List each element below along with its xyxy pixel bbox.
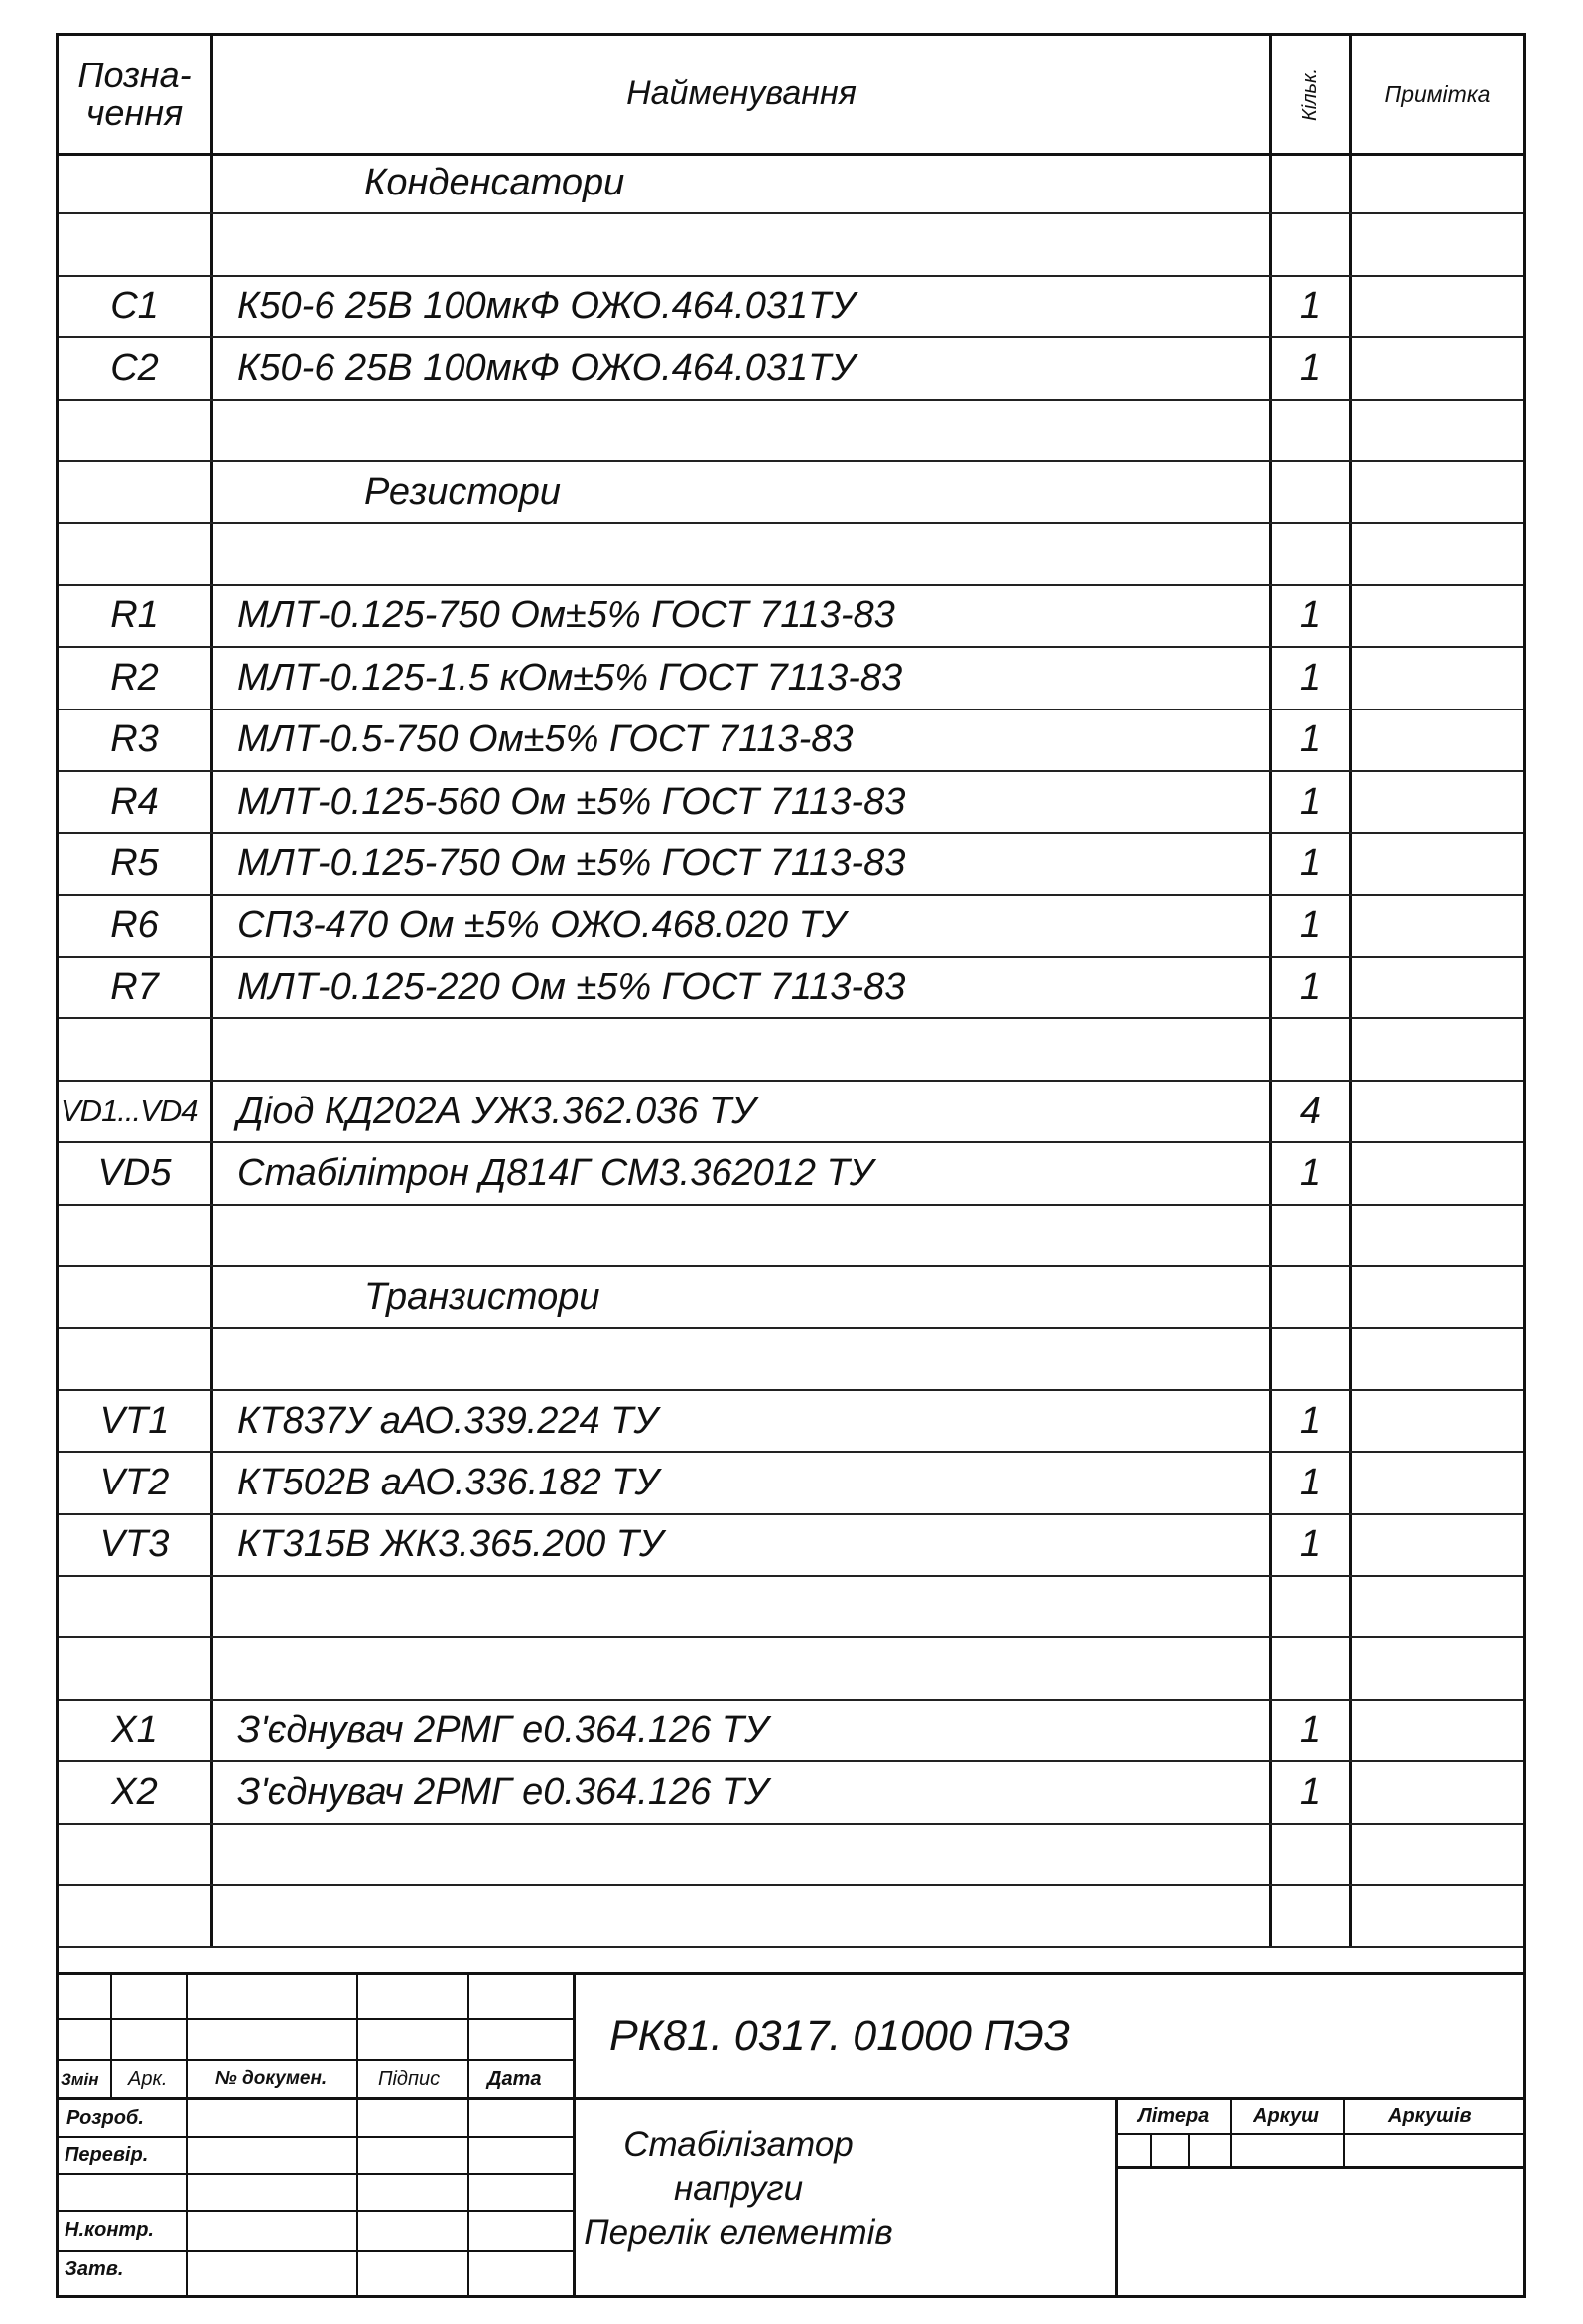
designation-cell: [59, 1329, 213, 1388]
note-cell: [1352, 1515, 1523, 1575]
role-developed: Розроб.: [66, 2107, 144, 2129]
document-title: [575, 2124, 902, 2292]
designation-cell: R4: [59, 772, 213, 832]
table-row: [59, 1515, 1523, 1577]
note-cell: [1352, 1143, 1523, 1203]
name-cell: [213, 401, 1272, 460]
table-row: [59, 586, 1523, 648]
table-row: [59, 338, 1523, 400]
name-cell: СП3-470 Ом ±5% ОЖО.468.020 ТУ: [213, 896, 1272, 956]
name-cell: МЛТ-0.125-750 Ом ±5% ГОСТ 7113-83: [213, 834, 1272, 893]
designation-cell: X2: [59, 1762, 213, 1822]
designation-cell: [59, 401, 213, 460]
title-line-2: напруги: [673, 2169, 804, 2208]
qty-cell: 1: [1272, 896, 1352, 956]
note-cell: [1352, 834, 1523, 893]
role-approved: Затв.: [65, 2259, 124, 2280]
designation-cell: R1: [59, 586, 213, 646]
header-designation-label: Позна- чення: [77, 55, 192, 133]
qty-cell: [1272, 153, 1352, 212]
name-cell: К50-6 25В 100мкФ ОЖО.464.031ТУ: [213, 277, 1272, 336]
role-checked: Перевір.: [65, 2144, 149, 2166]
qty-cell: [1272, 1329, 1352, 1388]
label-zmin: Змін: [61, 2070, 99, 2089]
qty-cell: 1: [1272, 1143, 1352, 1203]
label-sheet: Аркуш: [1253, 2105, 1319, 2127]
label-signature: Підпис: [378, 2068, 441, 2090]
qty-cell: [1272, 214, 1352, 274]
note-cell: [1352, 277, 1523, 336]
qty-cell: [1272, 462, 1352, 522]
name-cell: [213, 1825, 1272, 1884]
label-date: Дата: [487, 2068, 542, 2090]
designation-cell: VD1...VD4: [59, 1082, 213, 1141]
table-row: [59, 214, 1523, 276]
table-row: [59, 277, 1523, 338]
label-sheets: Аркушів: [1388, 2105, 1472, 2127]
designation-cell: [59, 1825, 213, 1884]
table-row: [59, 772, 1523, 834]
designation-cell: [59, 1577, 213, 1636]
title-line-1: Стабілізатор: [623, 2126, 854, 2164]
note-cell: [1352, 1638, 1523, 1698]
name-cell: [213, 1206, 1272, 1265]
header-designation: [59, 36, 213, 153]
qty-cell: [1272, 1267, 1352, 1327]
parts-list-sheet: [56, 33, 1526, 2298]
header-name: [213, 36, 1272, 153]
name-cell: МЛТ-0.5-750 Ом±5% ГОСТ 7113-83: [213, 710, 1272, 770]
designation-cell: R3: [59, 710, 213, 770]
qty-cell: 1: [1272, 1762, 1352, 1822]
designation-cell: [59, 1019, 213, 1079]
note-cell: [1352, 648, 1523, 708]
table-row: [59, 1391, 1523, 1453]
designation-cell: VT1: [59, 1391, 213, 1451]
name-cell: МЛТ-0.125-750 Ом±5% ГОСТ 7113-83: [213, 586, 1272, 646]
table-row: [59, 1206, 1523, 1267]
note-cell: [1352, 1701, 1523, 1760]
qty-cell: 1: [1272, 772, 1352, 832]
note-cell: [1352, 1391, 1523, 1451]
qty-cell: 1: [1272, 958, 1352, 1017]
name-cell: К50-6 25В 100мкФ ОЖО.464.031ТУ: [213, 338, 1272, 398]
note-cell: [1352, 586, 1523, 646]
name-cell: [213, 1329, 1272, 1388]
table-row: [59, 1019, 1523, 1081]
qty-cell: 1: [1272, 277, 1352, 336]
note-cell: [1352, 1082, 1523, 1141]
table-row: [59, 1082, 1523, 1143]
table-row: [59, 1638, 1523, 1700]
header-qty: [1272, 36, 1352, 153]
name-cell: КТ837У аАО.339.224 ТУ: [213, 1391, 1272, 1451]
role-norm-control: Н.контр.: [65, 2219, 154, 2241]
section-heading: Резистори: [213, 462, 1272, 522]
table-header: [59, 36, 1523, 156]
note-cell: [1352, 214, 1523, 274]
title-line-3: Перелік елементів: [584, 2213, 893, 2252]
section-heading: Конденсатори: [213, 153, 1272, 212]
note-cell: [1352, 153, 1523, 212]
label-ark: Арк.: [128, 2068, 168, 2090]
name-cell: [213, 214, 1272, 274]
label-litera: Літера: [1138, 2105, 1210, 2127]
designation-cell: R7: [59, 958, 213, 1017]
table-row: [59, 1143, 1523, 1205]
qty-cell: [1272, 1206, 1352, 1265]
name-cell: [213, 1019, 1272, 1079]
qty-cell: [1272, 1577, 1352, 1636]
table-row: [59, 1453, 1523, 1514]
note-cell: [1352, 1267, 1523, 1327]
name-cell: З'єднувач 2РМГ е0.364.126 ТУ: [213, 1701, 1272, 1760]
title-block: [59, 1972, 1523, 2298]
designation-cell: [59, 1638, 213, 1698]
qty-cell: [1272, 1825, 1352, 1884]
qty-cell: 1: [1272, 1701, 1352, 1760]
name-cell: [213, 1638, 1272, 1698]
table-row: [59, 153, 1523, 214]
note-cell: [1352, 1206, 1523, 1265]
qty-cell: [1272, 1019, 1352, 1079]
note-cell: [1352, 958, 1523, 1017]
name-cell: КТ315В ЖК3.365.200 ТУ: [213, 1515, 1272, 1575]
designation-cell: [59, 1886, 213, 1946]
designation-cell: [59, 1267, 213, 1327]
name-cell: [213, 1886, 1272, 1946]
qty-cell: 1: [1272, 1515, 1352, 1575]
header-note-label: Примітка: [1385, 80, 1491, 107]
table-row: [59, 1577, 1523, 1638]
note-cell: [1352, 1019, 1523, 1079]
table-row: [59, 710, 1523, 772]
table-row: [59, 1701, 1523, 1762]
designation-cell: VT2: [59, 1453, 213, 1512]
name-cell: КТ502В аАО.336.182 ТУ: [213, 1453, 1272, 1512]
parts-table-body: [59, 153, 1523, 1948]
table-row: [59, 958, 1523, 1019]
document-code: РК81. 0317. 01000 ПЭЗ: [609, 2011, 1071, 2060]
note-cell: [1352, 1762, 1523, 1822]
table-row: [59, 462, 1523, 524]
designation-cell: [59, 214, 213, 274]
qty-cell: [1272, 524, 1352, 583]
table-row: [59, 524, 1523, 585]
designation-cell: C2: [59, 338, 213, 398]
name-cell: Діод КД202А УЖ3.362.036 ТУ: [213, 1082, 1272, 1141]
note-cell: [1352, 1886, 1523, 1946]
designation-cell: [59, 462, 213, 522]
note-cell: [1352, 338, 1523, 398]
designation-cell: R5: [59, 834, 213, 893]
table-row: [59, 834, 1523, 895]
name-cell: [213, 1577, 1272, 1636]
qty-cell: 1: [1272, 710, 1352, 770]
name-cell: МЛТ-0.125-220 Ом ±5% ГОСТ 7113-83: [213, 958, 1272, 1017]
note-cell: [1352, 1825, 1523, 1884]
designation-cell: [59, 1206, 213, 1265]
designation-cell: R2: [59, 648, 213, 708]
designation-cell: VD5: [59, 1143, 213, 1203]
qty-cell: 1: [1272, 834, 1352, 893]
note-cell: [1352, 710, 1523, 770]
qty-cell: 1: [1272, 648, 1352, 708]
qty-cell: [1272, 1886, 1352, 1946]
label-doc-no: № докумен.: [215, 2068, 328, 2089]
note-cell: [1352, 1453, 1523, 1512]
qty-cell: [1272, 401, 1352, 460]
name-cell: [213, 524, 1272, 583]
name-cell: З'єднувач 2РМГ е0.364.126 ТУ: [213, 1762, 1272, 1822]
name-cell: МЛТ-0.125-560 Ом ±5% ГОСТ 7113-83: [213, 772, 1272, 832]
name-cell: Стабілітрон Д814Г СМ3.362012 ТУ: [213, 1143, 1272, 1203]
designation-cell: VT3: [59, 1515, 213, 1575]
section-heading: Транзистори: [213, 1267, 1272, 1327]
qty-cell: 1: [1272, 338, 1352, 398]
designation-cell: C1: [59, 277, 213, 336]
table-row: [59, 1825, 1523, 1886]
header-qty-label: Кільк.: [1299, 67, 1321, 121]
table-row: [59, 401, 1523, 462]
designation-cell: [59, 153, 213, 212]
note-cell: [1352, 401, 1523, 460]
qty-cell: 4: [1272, 1082, 1352, 1141]
header-name-label: Найменування: [626, 74, 857, 113]
name-cell: МЛТ-0.125-1.5 кОм±5% ГОСТ 7113-83: [213, 648, 1272, 708]
designation-cell: X1: [59, 1701, 213, 1760]
note-cell: [1352, 896, 1523, 956]
designation-cell: R6: [59, 896, 213, 956]
note-cell: [1352, 1329, 1523, 1388]
note-cell: [1352, 524, 1523, 583]
table-row: [59, 1762, 1523, 1824]
note-cell: [1352, 772, 1523, 832]
table-row: [59, 896, 1523, 958]
table-row: [59, 648, 1523, 710]
table-row: [59, 1886, 1523, 1948]
qty-cell: 1: [1272, 586, 1352, 646]
note-cell: [1352, 462, 1523, 522]
qty-cell: [1272, 1638, 1352, 1698]
table-row: [59, 1267, 1523, 1329]
table-row: [59, 1329, 1523, 1390]
note-cell: [1352, 1577, 1523, 1636]
qty-cell: 1: [1272, 1391, 1352, 1451]
qty-cell: 1: [1272, 1453, 1352, 1512]
header-note: [1352, 36, 1523, 153]
designation-cell: [59, 524, 213, 583]
